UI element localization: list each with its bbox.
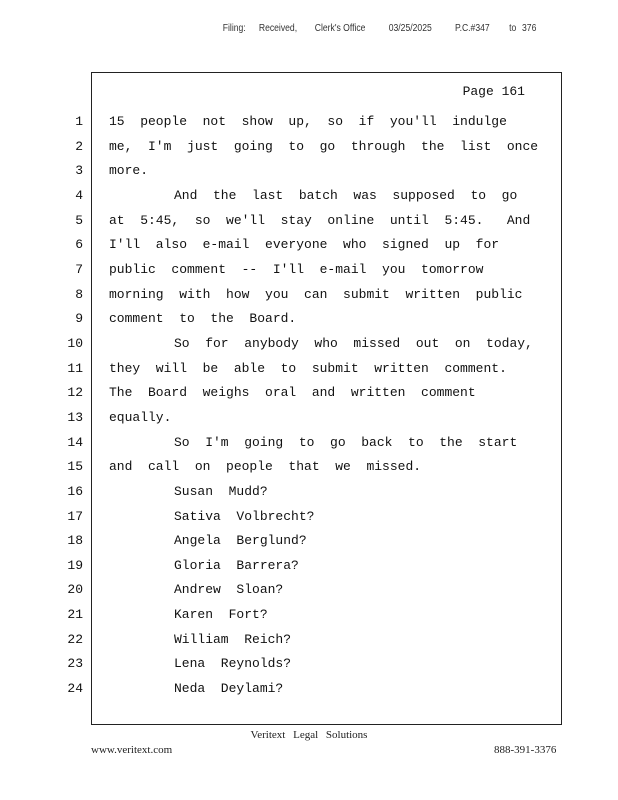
transcript-line: Angela Berglund? (174, 533, 307, 549)
line-number: 11 (67, 360, 83, 376)
transcript-line: Neda Deylami? (174, 681, 284, 697)
line-number: 19 (67, 557, 83, 573)
filing-date: 03/25/2025 (388, 23, 432, 34)
received-label: Received, (258, 23, 298, 34)
line-number: 3 (75, 163, 83, 179)
line-number: 15 (67, 459, 83, 475)
transcript-line: equally. (109, 409, 172, 425)
filing-label: Filing: (222, 23, 246, 34)
footer-brand: Veritext Legal Solutions (250, 729, 368, 741)
transcript-line: 15 people not show up, so if you'll indulge (109, 114, 507, 129)
transcript-line: Susan Mudd? (174, 483, 268, 499)
transcript-line: Gloria Barrera? (174, 557, 299, 573)
line-number: 6 (75, 237, 83, 253)
line-number: 8 (75, 286, 83, 302)
transcript-line: The Board weighs oral and written comment (109, 385, 476, 401)
line-number: 23 (67, 656, 83, 672)
line-number: 14 (67, 434, 83, 450)
transcript-line: William Reich? (174, 631, 292, 647)
line-number: 20 (67, 582, 83, 598)
line-number: 9 (75, 311, 83, 327)
line-number: 16 (67, 483, 83, 499)
transcript-line: they will be able to submit written comment. (109, 360, 507, 376)
filing-header (0, 23, 537, 39)
line-number: 4 (75, 187, 83, 203)
line-number-column (58, 112, 83, 704)
footer-phone: 888-391-3376 (494, 744, 557, 756)
line-number: 24 (67, 681, 83, 697)
line-number: 7 (75, 261, 83, 277)
page-total: 376 (522, 23, 537, 34)
transcript-line: morning with how you can submit written public (109, 286, 523, 302)
transcript-line: Andrew Sloan? (174, 582, 284, 598)
line-number: 17 (67, 508, 83, 524)
transcript-line: at 5:45, so we'll stay online until 5:45. And (109, 212, 531, 228)
transcript-line: comment to the Board. (109, 311, 297, 327)
line-number: 5 (75, 212, 83, 228)
page-number: Page 161 (462, 84, 525, 99)
line-number: 2 (75, 138, 83, 154)
footer-website: www.veritext.com (91, 744, 173, 756)
transcript-line: Karen Fort? (174, 607, 268, 623)
transcript-line: public comment -- I'll e-mail you tomorrow (109, 261, 484, 277)
line-number: 10 (67, 335, 83, 351)
transcript-line: And the last batch was supposed to go (174, 187, 518, 203)
transcript-line: So for anybody who missed out on today, (174, 335, 533, 351)
transcript-line: more. (109, 163, 149, 179)
pc-number: P.C.#347 (454, 23, 490, 34)
transcript-line: Lena Reynolds? (174, 656, 292, 672)
transcript-text (109, 112, 549, 704)
line-number: 18 (67, 533, 83, 549)
line-number: 21 (67, 607, 83, 623)
line-number: 22 (67, 631, 83, 647)
clerks-office-label: Clerk's Office (314, 23, 366, 34)
transcript-line: Sativa Volbrecht? (174, 508, 315, 524)
line-number: 12 (67, 385, 83, 401)
to-label: to (509, 23, 517, 34)
transcript-line: So I'm going to go back to the start (174, 434, 518, 450)
transcript-line: and call on people that we missed. (109, 459, 422, 475)
transcript-line: I'll also e-mail everyone who signed up for (109, 237, 500, 253)
transcript-line: me, I'm just going to go through the list once (109, 138, 539, 154)
line-number: 1 (75, 114, 83, 129)
line-number: 13 (67, 409, 83, 425)
